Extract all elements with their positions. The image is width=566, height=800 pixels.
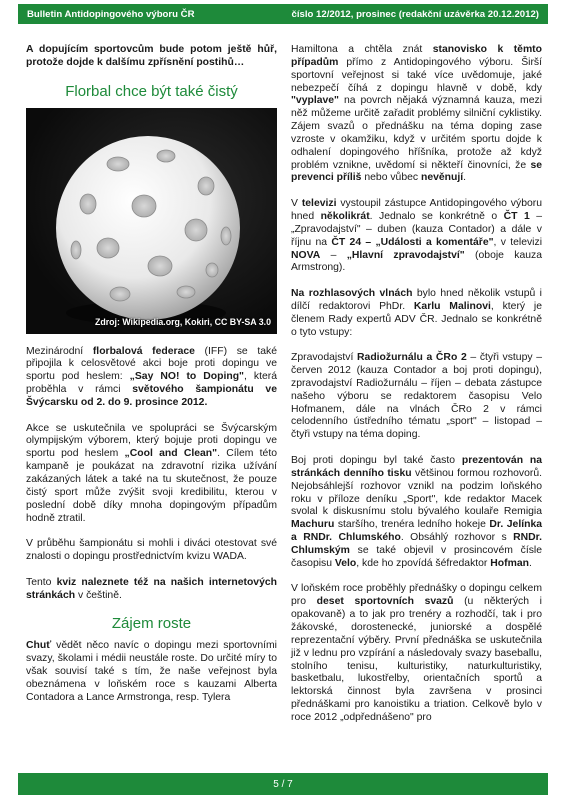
issue-info: číslo 12/2012, prosinec (redakční uzávěrka 20.12.2012): [291, 8, 539, 20]
floorball-photo: [26, 108, 277, 334]
paragraph-lectures: V loňském roce proběhly přednášky o dopingu celkem pro deset sportovních svazů (u některých i opakovaně) a to jak pro trenéry a rozhodčí, tak i pro žákovské, dorostenecké, juniorské a dospělé reprezentační výběry. První přednáška se uskutečnila již v lednu pro vzpírání a následovaly svazy baseballu, stolního tenisu, kulturistiky, naturkulturistiky, basketbalu, lukostřelby, orientačních sportů a lektorská činnost byla završena v prosinci přednáškami pro kanoistiku a triation. Celkově bylo v roce 2012 „odpřednášeno" pro: [291, 583, 542, 723]
right-column: [291, 44, 542, 738]
floorball-ball-icon: [26, 108, 277, 334]
paragraph-quiz: V průběhu šampionátu si mohli i diváci otestovat své znalosti o dopingu prostřednictvím kvizu WADA.: [26, 538, 277, 563]
photo-credit: Zdroj: Wikipedia.org, Kokiri, CC BY-SA 3.0: [94, 316, 271, 327]
heading-floorball: Florbal chce být také čistý: [65, 82, 238, 100]
left-column: [26, 44, 277, 717]
paragraph-cool-and-clean: Akce se uskutečnila ve spolupráci se Švýcarským olympijským výborem, který bojuje proti dopingu ve sportu pod heslem „Cool and Clean". Cílem této kampaně je poukázat na zdravotní rizika užívání zakázaných látek a také na tu skutečnost, že pouze čistý sport může zvýšit svoji kredibilitu, kterou v poslední době díky mnoha dopingovým případům hodně ztratil.: [26, 422, 277, 524]
paragraph-interest: Chuť vědět něco navíc o dopingu mezi sportovními svazy, školami i médii neustále roste. Do určité míry to však souvisí také s tím, že naše veřejnost byla obeznámena v loňském roce s kauzami Alberta Contadora a Lance Armstronga, resp. Tylera: [26, 640, 277, 703]
paragraph-press: Boj proti dopingu byl také často prezentován na stránkách denního tisku většinou formou rozhovorů. Nejobsáhlejší rozhovor vznikl na podzim loňského roku v příloze deníku „Sport", kde redaktor Macek svolal k diskusnímu stolu bývalého koulaře Remigia Machuru staršího, trenéra ledního hokeje Dr. Jelínka a RNDr. Chlumského. Obsáhlý rozhovor s RNDr. Chlumským se také objevil v prosincovém čísle časopisu Velo, kde ho zpovídá šéfredaktor Hofman.: [291, 455, 543, 569]
paragraph-stances: Hamiltona a chtěla znát stanovisko k těmto případům přímo z Antidopingového výboru. Širší sportovní veřejnost si také více uvědomuje, jaké nebezpečí číhá z dopingu hlavně v době, kdy "vyplave" na povrch nějaká významná kauza, mezi něž můžeme určitě zařadit problémy silniční cyklistiky. Zájem svazů o přednášku na téma doping zase vzroste v okamžiku, když v určitém sportu dojde k odhalení dopingového hříšníka, protože až když problém vznikne, uvědomí si někteří činovníci, že se prevenci příliš nebo vůbec nevěnují.: [291, 44, 542, 184]
bulletin-title: Bulletin Antidopingového výboru ČR: [27, 8, 195, 20]
paragraph-radio: Na rozhlasových vlnách bylo hned několik vstupů i dílčí redaktorovi PhDr. Karlu Malinovi, který je členem Rady expertů ADV ČR. Jednalo se konkrétně o tyto vstupy:: [291, 288, 543, 338]
page-number: 5 / 7: [273, 778, 293, 790]
header-bar: [18, 4, 548, 24]
paragraph-radio-details: Zpravodajství Radiožurnálu a ČRo 2 – čtyři vstupy – červen 2012 (kauza Contador a boj proti dopingu), zpravodajství Radiožurnálu – říjen – debata zástupce našeho výboru se redaktorem časopisu Velo Hofmanem, dále na vlnách ČRo 2 v rámci celodenního ústředního tématu „sport" – listopad – čtyři vstupy na téma doping.: [291, 352, 542, 441]
heading-interest: Zájem roste: [111, 615, 192, 633]
paragraph-quiz-link: Tento kviz naleznete též na našich internetových stránkách v češtině.: [26, 576, 277, 601]
paragraph-television: V televizi vystoupil zástupce Antidopingového výboru hned několikrát. Jednalo se konkrétně o ČT 1 – „Zpravodajství" – duben (kauza Contador) a dále v říjnu na ČT 24 – „Události a komentáře", v televizi NOVA – „Hlavní zpravodajství" (oboje kauza Armstrong).: [291, 198, 542, 274]
intro-paragraph: A dopujícím sportovcům bude potom ještě hůř, protože dojde k dalšímu zpřísnění postihů…: [26, 44, 277, 68]
footer-bar: [18, 773, 548, 795]
paragraph-iff: Mezinárodní florbalová federace (IFF) se také připojila k celosvětové akci boje proti dopingu ve sportu pod heslem: „Say NO! to Doping", která proběhla v rámci světového šampionátu ve Švýcarsku od 2. do 9. prosince 2012.: [26, 345, 277, 408]
